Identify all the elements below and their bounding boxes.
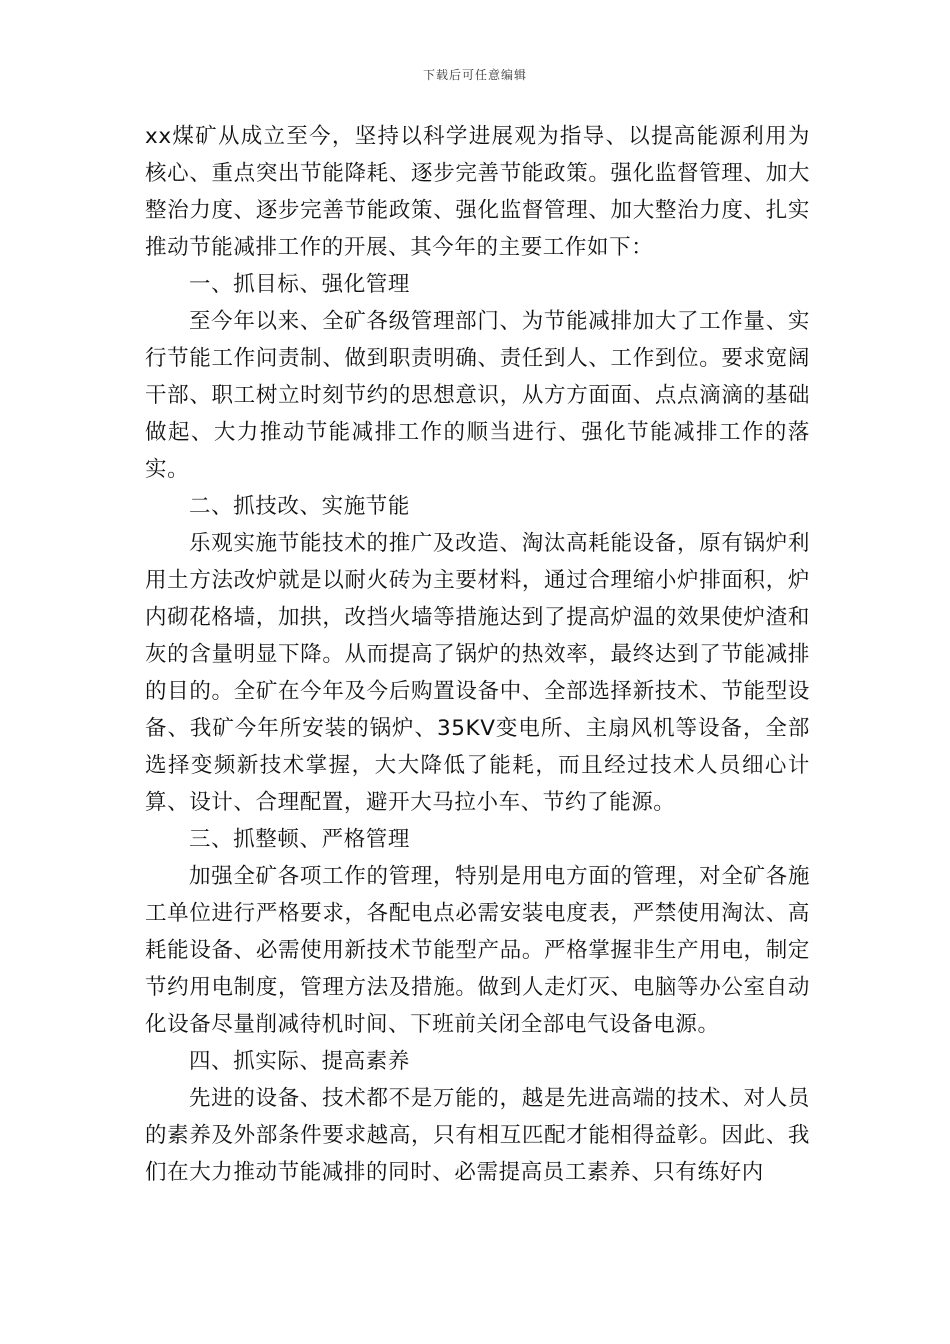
intro-paragraph: xx煤矿从成立至今，坚持以科学进展观为指导、以提高能源利用为核心、重点突出节能降耗、逐步完善节能政策。强化监督管理、加大整治力度、逐步完善节能政策、强化监督管理、加大整治力度、扎实推动节能减排工作的开展、其今年的主要工作如下： <box>145 124 810 260</box>
section-paragraph-2: 乐观实施节能技术的推广及改造、淘汰高耗能设备，原有锅炉利用土方法改炉就是以耐火砖为主要材料，通过合理缩小炉排面积，炉内砌花格墙，加拱，改挡火墙等措施达到了提高炉温的效果使炉渣和灰的含量明显下降。从而提高了锅炉的热效率，最终达到了节能减排的目的。全矿在今年及今后购置设备中、全部选择新技术、节能型设备、我矿今年所安装的锅炉、35KV变电所、主扇风机等设备，全部选择变频新技术掌握，大大降低了能耗，而且经过技术人员细心计算、设计、合理配置，避开大马拉小车、节约了能源。 <box>145 531 810 815</box>
document-body <box>145 118 810 1191</box>
page-header: 下载后可任意编辑 <box>422 68 527 82</box>
section-heading-4: 四、抓实际、提高素养 <box>189 1049 411 1074</box>
section-paragraph-4: 先进的设备、技术都不是万能的，越是先进高端的技术、对人员的素养及外部条件要求越高，只有相互匹配才能相得益彰。因此、我们在大力推动节能减排的同时、必需提高员工素养、只有练好内 <box>145 1086 810 1185</box>
section-paragraph-3: 加强全矿各项工作的管理，特别是用电方面的管理，对全矿各施工单位进行严格要求，各配电点必需安装电度表，严禁使用淘汰、高耗能设备、必需使用新技术节能型产品。严格掌握非生产用电，制定节约用电制度，管理方法及措施。做到人走灯灭、电脑等办公室自动化设备尽量削减待机时间、下班前关闭全部电气设备电源。 <box>145 864 810 1037</box>
section-paragraph-1: 至今年以来、全矿各级管理部门、为节能减排加大了工作量、实行节能工作问责制、做到职责明确、责任到人、工作到位。要求宽阔干部、职工树立时刻节约的思想意识，从方方面面、点点滴滴的基础做起、大力推动节能减排工作的顺当进行、强化节能减排工作的落实。 <box>145 309 810 482</box>
section-heading-3: 三、抓整顿、严格管理 <box>189 827 411 852</box>
section-heading-1: 一、抓目标、强化管理 <box>189 272 411 297</box>
section-heading-2: 二、抓技改、实施节能 <box>189 494 411 519</box>
